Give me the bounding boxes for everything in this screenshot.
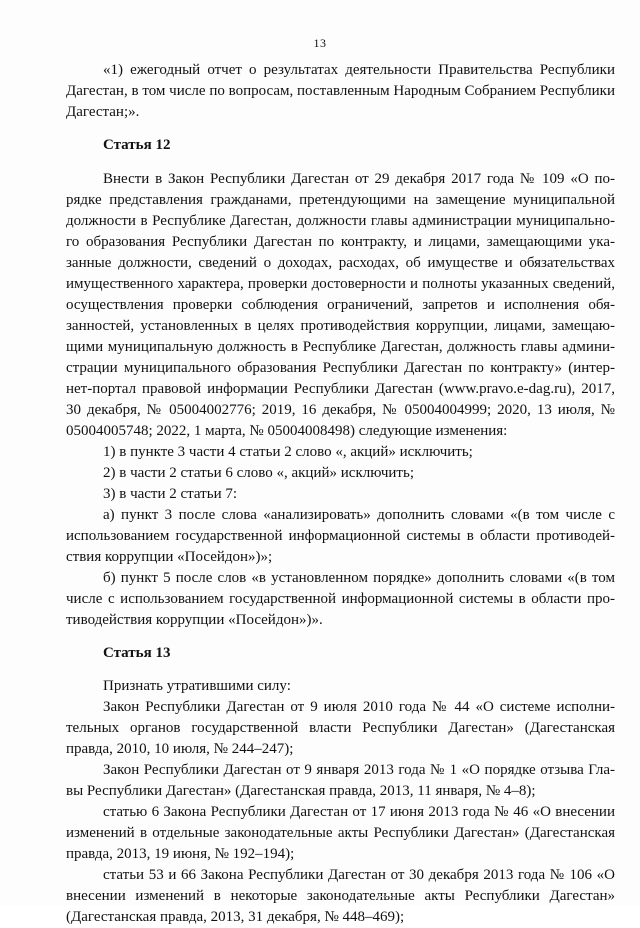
article-12-item: 2) в части 2 статьи 6 слово «, акций» исключить; [103, 465, 414, 481]
document-body [66, 60, 615, 928]
scan-artifact [378, 896, 398, 899]
article-12-item: б) пункт 5 после слов «в установленном порядке» дополнить словами «(в том числе с использованием государственной информационной системы в области противодействия коррупции «Посейдон»)». [66, 570, 615, 628]
page-number: 13 [313, 36, 327, 50]
article-13-item: статью 6 Закона Республики Дагестан от 17 июня 2013 года № 46 «О внесении изменений в отдельные законодательные акты Республики Дагестан» (Дагестанская правда, 2013, 19 июня, № 192–194); [66, 804, 615, 862]
article-12-item: 3) в части 2 статьи 7: [103, 486, 238, 502]
article-13-heading: Статья 13 [103, 645, 171, 661]
paragraph-intro: «1) ежегодный отчет о результатах деятельности Правительства Республики Дагестан, в том числе по вопросам, поставленным Народным Собранием Республики Дагестан;». [66, 62, 615, 120]
article-12-item: а) пункт 3 после слова «анализировать» дополнить словами «(в том числе с использованием государственной информационной системы в области противодействия коррупции «Посейдон»)»; [66, 507, 615, 565]
article-12-heading: Статья 12 [103, 137, 171, 153]
article-13-intro: Признать утратившими силу: [103, 678, 291, 694]
article-12-item: 1) в пункте 3 части 4 статьи 2 слово «, акций» исключить; [103, 444, 473, 460]
article-13-item: Закон Республики Дагестан от 9 июля 2010 года № 44 «О системе исполнительных органов государственной власти Республики Дагестан» (Дагестанская правда, 2010, 10 июля, № 244–247); [66, 699, 615, 757]
article-12-body: Внести в Закон Республики Дагестан от 29 декабря 2017 года № 109 «О порядке представления гражданами, претендующими на замещение муниципальной должности в Республике Дагестан, должности главы администрации муниципального образования Республики Дагестан по контракту, и лицами, замещающими указанные должности, сведений о доходах, расходах, об имуществе и обязательствах имущественного характера, проверки достоверности и полноты указанных сведений, осуществления проверки соблюдения ограничений, запретов и исполнения обязанностей, установленных в целях противодействия коррупции, лицами, замещающими муниципальную должность в Республике Дагестан, должность главы администрации муниципального образования Республики Дагестан по контракту» (интернет-портал правовой информации Республики Дагестан (www.pravo.e-dag.ru), 2017, 30 декабря, № 05004002776; 2019, 16 декабря, № 05004004999; 2020, 13 июля, № 05004005748; 2022, 1 марта, № 05004008498) следующие изменения: [66, 171, 615, 439]
article-13-item: статьи 53 и 66 Закона Республики Дагестан от 30 декабря 2013 года № 106 «О внесении изменений в некоторые законодательные акты Республики Дагестан» (Дагестанская правда, 2013, 31 декабря, № 448–469); [66, 867, 615, 925]
article-13-item: Закон Республики Дагестан от 9 января 2013 года № 1 «О порядке отзыва Главы Республики Дагестан» (Дагестанская правда, 2013, 11 января, № 4–8); [66, 762, 615, 799]
